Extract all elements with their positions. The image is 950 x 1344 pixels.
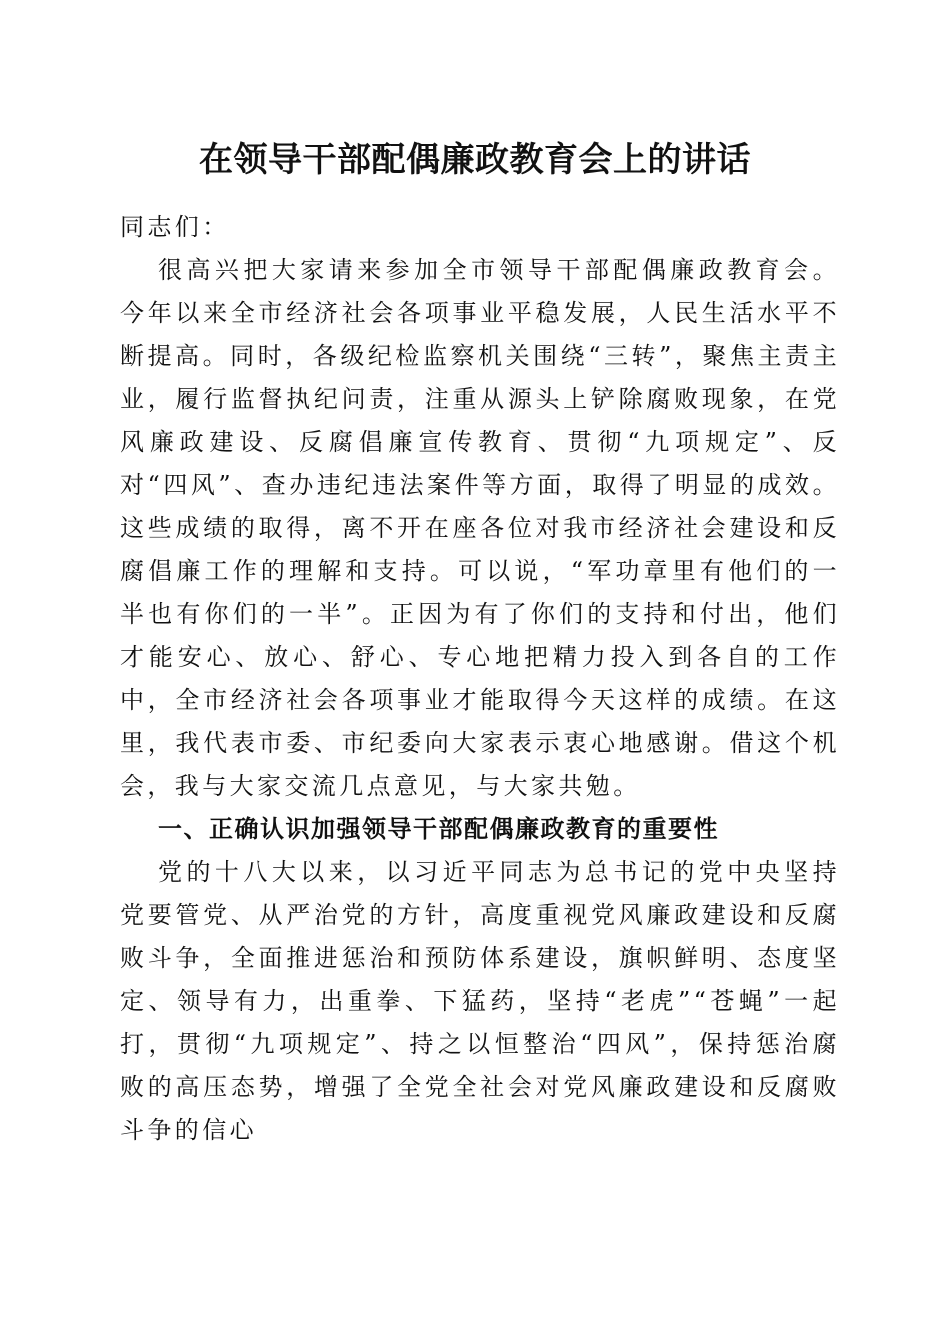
intro-paragraph: 很高兴把大家请来参加全市领导干部配偶廉政教育会。今年以来全市经济社会各项事业平稳发展，人民生活水平不断提高。同时，各级纪检监察机关围绕“三转”，聚焦主责主业，履行监督执纪问责，注重从源头上铲除腐败现象，在党风廉政建设、反腐倡廉宣传教育、贯彻“九项规定”、反对“四风”、查办违纪违法案件等方面，取得了明显的成效。这些成绩的取得，离不开在座各位对我市经济社会建设和反腐倡廉工作的理解和支持。可以说，“军功章里有他们的一半也有你们的一半”。正因为有了你们的支持和付出，他们才能安心、放心、舒心、专心地把精力投入到各自的工作中，全市经济社会各项事业才能取得今天这样的成绩。在这里，我代表市委、市纪委向大家表示衷心地感谢。借这个机会，我与大家交流几点意见，与大家共勉。 xyxy=(120,256,840,800)
salutation: 同志们： xyxy=(120,213,230,241)
document-title: 在领导干部配偶廉政教育会上的讲话 xyxy=(199,140,751,180)
document-body xyxy=(120,206,840,1152)
section-paragraph: 党的十八大以来，以习近平同志为总书记的党中央坚持党要管党、从严治党的方针，高度重视党风廉政建设和反腐败斗争，全面推进惩治和预防体系建设，旗帜鲜明、态度坚定、领导有力，出重拳、下猛药，坚持“老虎”“苍蝇”一起打，贯彻“九项规定”、持之以恒整治“四风”，保持惩治腐败的高压态势，增强了全党全社会对党风廉政建设和反腐败斗争的信心 xyxy=(120,858,840,1144)
section-heading: 一、正确认识加强领导干部配偶廉政教育的重要性 xyxy=(158,815,719,843)
